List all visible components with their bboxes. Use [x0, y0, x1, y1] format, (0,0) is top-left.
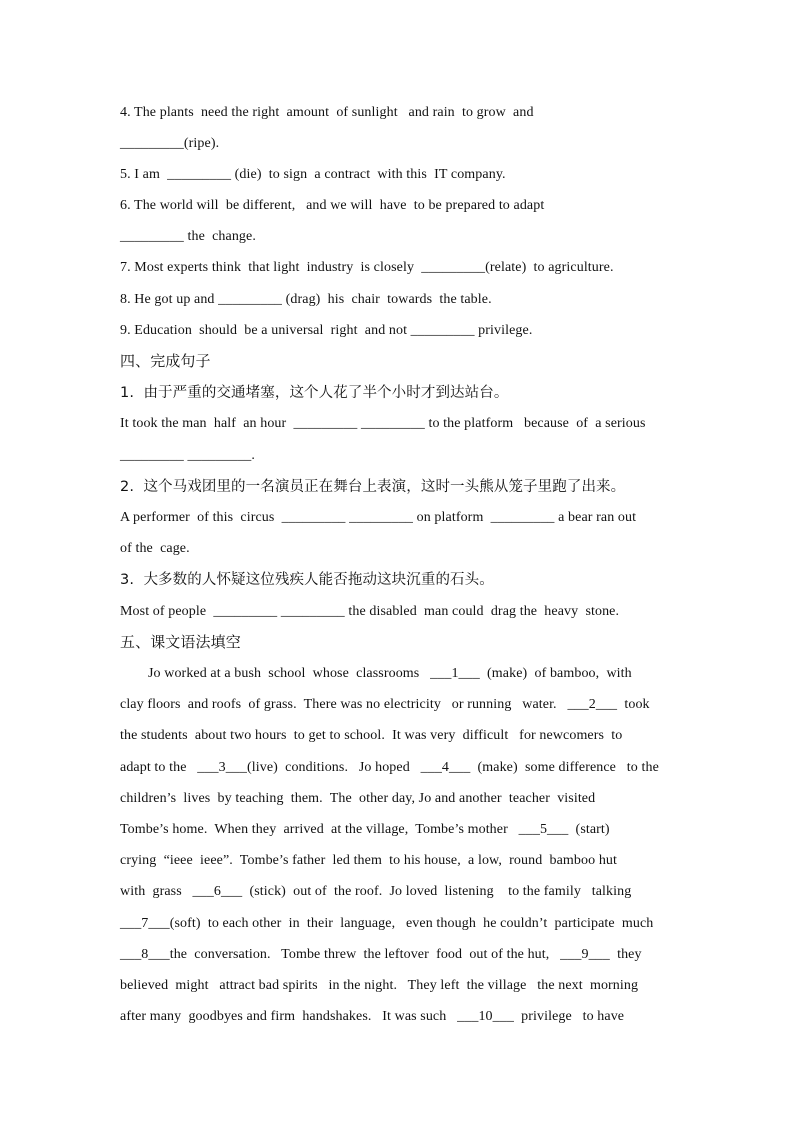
passage-line: after many goodbyes and firm handshakes. It was such ___10___ privilege to have: [120, 1009, 625, 1024]
sentence-1-english: It took the man half an hour _________ _________ to the platform because of a serious: [120, 416, 646, 431]
sentence-2-english-cont: of the cage.: [120, 541, 190, 556]
exercise-line-7: 7. Most experts think that light industry is closely _________(relate) to agriculture.: [120, 260, 614, 275]
passage-line: believed might attract bad spirits in the night. They left the village the next morning: [120, 978, 639, 993]
exercise-line-4-cont: _________(ripe).: [120, 136, 220, 151]
exercise-line-6-cont: _________ the change.: [120, 229, 256, 244]
exercise-line-5: 5. I am _________ (die) to sign a contract with this IT company.: [120, 167, 506, 182]
sentence-3-chinese: 3. 大多数的人怀疑这位残疾人能否拖动这块沉重的石头。: [120, 572, 494, 588]
passage-line: Jo worked at a bush school whose classrooms ___1___ (make) of bamboo, with: [148, 666, 632, 681]
sentence-3-english: Most of people _________ _________ the disabled man could drag the heavy stone.: [120, 604, 620, 619]
passage-line: adapt to the ___3___(live) conditions. Jo hoped ___4___ (make) some difference to the: [120, 760, 659, 775]
passage-line: crying “ieee ieee”. Tombe’s father led them to his house, a low, round bamboo hut: [120, 853, 618, 868]
passage-line: Tombe’s home. When they arrived at the village, Tombe’s mother ___5___ (start): [120, 822, 610, 837]
passage-line: children’s lives by teaching them. The other day, Jo and another teacher visited: [120, 791, 596, 806]
sentence-1-chinese: 1. 由于严重的交通堵塞，这个人花了半个小时才到达站台。: [120, 385, 509, 401]
passage-line: ___7___(soft) to each other in their language, even though he couldn’t participate much: [120, 916, 654, 931]
section-heading-4: 四、完成句子: [120, 352, 211, 370]
section-heading-5: 五、课文语法填空: [120, 633, 241, 651]
passage-line: the students about two hours to get to school. It was very difficult for newcomers to: [120, 728, 623, 743]
sentence-2-chinese: 2. 这个马戏团里的一名演员正在舞台上表演，这时一头熊从笼子里跑了出来。: [120, 479, 626, 495]
passage-line: clay floors and roofs of grass. There was no electricity or running water. ___2___ took: [120, 697, 650, 712]
passage-line: ___8___the conversation. Tombe threw the leftover food out of the hut, ___9___ they: [120, 947, 642, 962]
exercise-line-8: 8. He got up and _________ (drag) his chair towards the table.: [120, 292, 492, 307]
sentence-1-english-cont: _________ _________.: [120, 448, 255, 463]
exercise-line-4: 4. The plants need the right amount of sunlight and rain to grow and: [120, 105, 534, 120]
exercise-line-6: 6. The world will be different, and we will have to be prepared to adapt: [120, 198, 545, 213]
sentence-2-english: A performer of this circus _________ _________ on platform _________ a bear ran out: [120, 510, 637, 525]
exercise-line-9: 9. Education should be a universal right and not _________ privilege.: [120, 323, 533, 338]
passage-line: with grass ___6___ (stick) out of the roof. Jo loved listening to the family talking: [120, 884, 632, 899]
